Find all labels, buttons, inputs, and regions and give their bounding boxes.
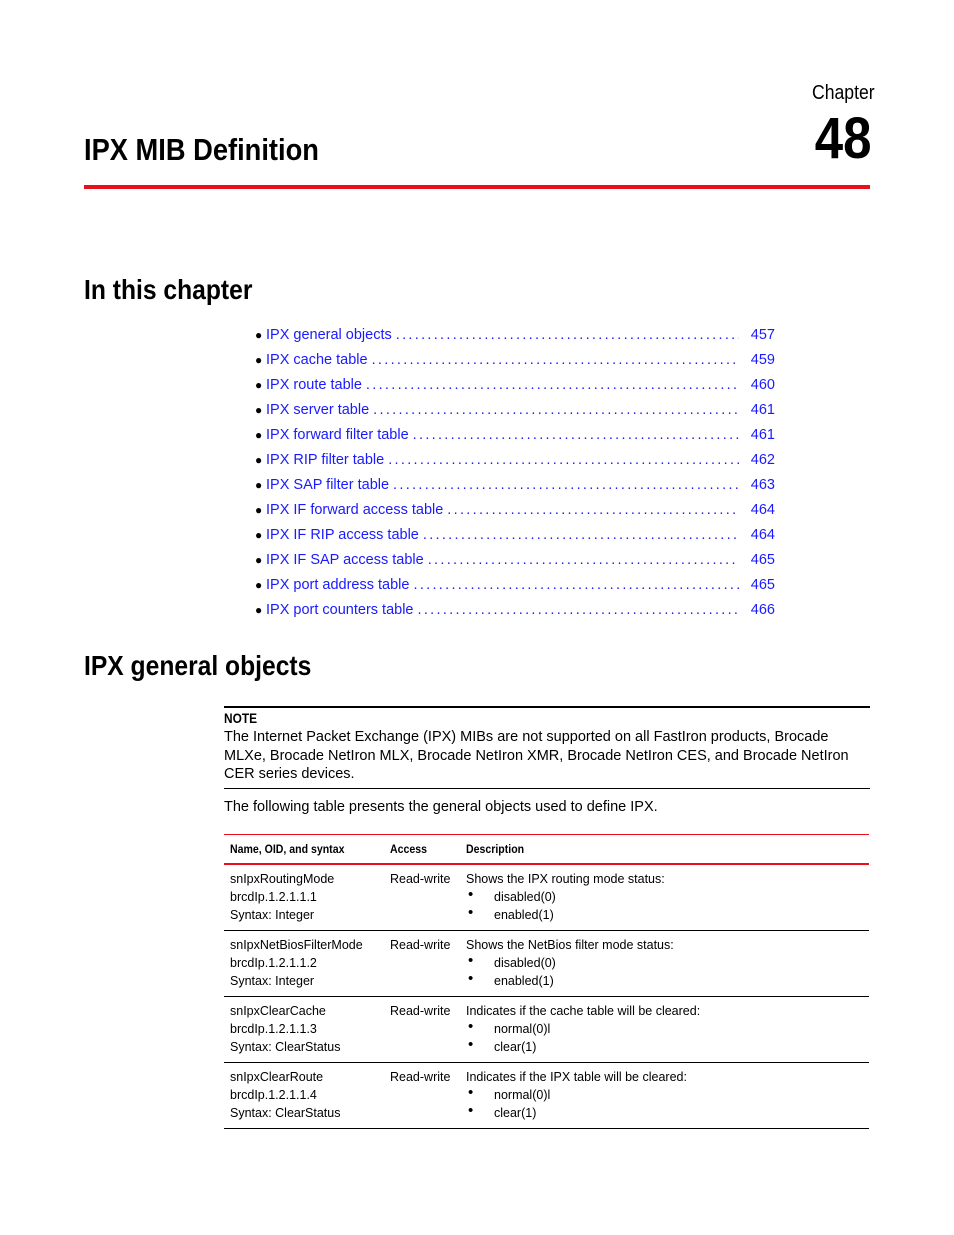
chapter-label: Chapter bbox=[812, 82, 875, 104]
object-name: snIpxClearCache bbox=[230, 1004, 326, 1018]
bullet-icon: ● bbox=[255, 502, 263, 517]
table-row bbox=[224, 1063, 869, 1129]
toc-link[interactable]: IPX port counters table bbox=[266, 601, 414, 618]
toc-page-number[interactable]: 465 bbox=[750, 551, 775, 568]
object-name: snIpxClearRoute bbox=[230, 1070, 324, 1084]
mib-objects-table bbox=[224, 834, 869, 1129]
toc-page-number[interactable]: 462 bbox=[750, 451, 775, 468]
header-description: Description bbox=[466, 842, 525, 856]
toc-leader bbox=[428, 552, 739, 568]
toc-item[interactable] bbox=[255, 522, 775, 547]
toc-item[interactable] bbox=[255, 372, 775, 397]
toc-link[interactable]: IPX route table bbox=[266, 376, 362, 393]
cell-access: Read-write bbox=[390, 872, 451, 886]
toc-leader bbox=[388, 452, 739, 468]
option-item: • disabled(0) bbox=[466, 954, 863, 972]
object-name: snIpxNetBiosFilterMode bbox=[230, 938, 363, 952]
toc-link[interactable]: IPX SAP filter table bbox=[266, 476, 390, 493]
toc-item[interactable] bbox=[255, 397, 775, 422]
object-oid: brcdIp.1.2.1.1.2 bbox=[230, 956, 317, 970]
header-access: Access bbox=[390, 842, 428, 856]
note-bottom-rule bbox=[224, 788, 870, 789]
toc-link[interactable]: IPX cache table bbox=[266, 351, 368, 368]
toc-leader bbox=[373, 402, 739, 418]
toc-item[interactable] bbox=[255, 472, 775, 497]
object-oid: brcdIp.1.2.1.1.3 bbox=[230, 1022, 317, 1036]
toc-heading: In this chapter bbox=[84, 274, 253, 305]
toc-page-number[interactable]: 465 bbox=[750, 576, 775, 593]
object-oid: brcdIp.1.2.1.1.4 bbox=[230, 1088, 317, 1102]
chapter-number: 48 bbox=[815, 106, 872, 171]
cell-name bbox=[224, 997, 384, 1063]
toc-item[interactable] bbox=[255, 447, 775, 472]
toc-item[interactable] bbox=[255, 547, 775, 572]
intro-text: The following table presents the general objects used to define IPX. bbox=[224, 799, 658, 815]
toc-list bbox=[255, 322, 775, 622]
toc-leader bbox=[413, 427, 739, 443]
toc-page-number[interactable]: 459 bbox=[750, 351, 775, 368]
toc-link[interactable]: IPX forward filter table bbox=[266, 426, 409, 443]
option-item: • clear(1) bbox=[466, 1104, 863, 1122]
toc-item[interactable] bbox=[255, 347, 775, 372]
bullet-icon: ● bbox=[255, 527, 263, 542]
option-list bbox=[466, 1020, 863, 1056]
option-item: • normal(0)l bbox=[466, 1020, 863, 1038]
bullet-icon: ● bbox=[255, 377, 263, 392]
object-syntax: Syntax: Integer bbox=[230, 908, 315, 922]
bullet-icon: ● bbox=[255, 477, 263, 492]
bullet-icon: ● bbox=[255, 327, 263, 342]
description-text: Shows the NetBios filter mode status: bbox=[466, 938, 674, 952]
toc-link[interactable]: IPX port address table bbox=[266, 576, 410, 593]
option-item: • enabled(1) bbox=[466, 906, 863, 924]
toc-link[interactable]: IPX IF forward access table bbox=[266, 501, 444, 518]
description-text: Shows the IPX routing mode status: bbox=[466, 872, 665, 886]
bullet-icon: ● bbox=[255, 452, 263, 467]
toc-item[interactable] bbox=[255, 572, 775, 597]
description-text: Indicates if the IPX table will be cleared: bbox=[466, 1070, 687, 1084]
cell-description bbox=[460, 997, 869, 1063]
note-label: NOTE bbox=[224, 711, 258, 726]
option-item: • clear(1) bbox=[466, 1038, 863, 1056]
bullet-icon: ● bbox=[255, 577, 263, 592]
toc-page-number[interactable]: 461 bbox=[750, 401, 775, 418]
toc-leader bbox=[393, 477, 739, 493]
bullet-icon: ● bbox=[255, 352, 263, 367]
option-item: • disabled(0) bbox=[466, 888, 863, 906]
object-syntax: Syntax: ClearStatus bbox=[230, 1040, 341, 1054]
cell-name bbox=[224, 931, 384, 997]
option-list bbox=[466, 1086, 863, 1122]
toc-page-number[interactable]: 463 bbox=[750, 476, 775, 493]
title-rule bbox=[84, 185, 870, 189]
toc-link[interactable]: IPX RIP filter table bbox=[266, 451, 385, 468]
cell-access: Read-write bbox=[390, 1070, 451, 1084]
toc-page-number[interactable]: 464 bbox=[750, 526, 775, 543]
cell-access: Read-write bbox=[390, 938, 451, 952]
option-item: • normal(0)l bbox=[466, 1086, 863, 1104]
cell-description bbox=[460, 1063, 869, 1129]
note-top-rule bbox=[224, 706, 870, 708]
cell-name bbox=[224, 864, 384, 931]
bullet-icon: ● bbox=[255, 427, 263, 442]
toc-item[interactable] bbox=[255, 322, 775, 347]
toc-page-number[interactable]: 464 bbox=[750, 501, 775, 518]
bullet-icon: ● bbox=[255, 552, 263, 567]
toc-page-number[interactable]: 457 bbox=[750, 326, 775, 343]
toc-page-number[interactable]: 460 bbox=[750, 376, 775, 393]
bullet-icon: ● bbox=[255, 602, 263, 617]
toc-item[interactable] bbox=[255, 497, 775, 522]
object-syntax: Syntax: ClearStatus bbox=[230, 1106, 341, 1120]
toc-link[interactable]: IPX server table bbox=[266, 401, 370, 418]
page-title: IPX MIB Definition bbox=[84, 132, 319, 167]
table-row bbox=[224, 931, 869, 997]
toc-page-number[interactable]: 466 bbox=[750, 601, 775, 618]
toc-leader bbox=[447, 502, 739, 518]
table-row bbox=[224, 864, 869, 931]
object-name: snIpxRoutingMode bbox=[230, 872, 335, 886]
description-text: Indicates if the cache table will be cleared: bbox=[466, 1004, 701, 1018]
header-name: Name, OID, and syntax bbox=[230, 842, 345, 856]
table-row bbox=[224, 997, 869, 1063]
toc-link[interactable]: IPX general objects bbox=[266, 326, 392, 343]
cell-access: Read-write bbox=[390, 1004, 451, 1018]
toc-leader bbox=[413, 577, 739, 593]
toc-leader bbox=[372, 352, 739, 368]
toc-item[interactable] bbox=[255, 422, 775, 447]
toc-page-number[interactable]: 461 bbox=[750, 426, 775, 443]
bullet-icon: ● bbox=[255, 402, 263, 417]
object-oid: brcdIp.1.2.1.1.1 bbox=[230, 890, 317, 904]
option-list bbox=[466, 888, 863, 924]
cell-description bbox=[460, 931, 869, 997]
toc-leader bbox=[418, 602, 740, 618]
toc-leader bbox=[396, 327, 739, 343]
toc-item[interactable] bbox=[255, 597, 775, 622]
section-heading: IPX general objects bbox=[84, 650, 312, 681]
toc-link[interactable]: IPX IF SAP access table bbox=[266, 551, 424, 568]
table-header-row bbox=[224, 835, 869, 865]
object-syntax: Syntax: Integer bbox=[230, 974, 315, 988]
toc-link[interactable]: IPX IF RIP access table bbox=[266, 526, 419, 543]
cell-description bbox=[460, 864, 869, 931]
cell-name bbox=[224, 1063, 384, 1129]
note-text: The Internet Packet Exchange (IPX) MIBs are not supported on all FastIron products, Brocade MLXe, Brocade NetIron MLX, Brocade NetIron XMR, Brocade NetIron CES, and Brocade NetIron CER series devices. bbox=[224, 729, 849, 782]
toc-leader bbox=[423, 527, 739, 543]
option-item: • enabled(1) bbox=[466, 972, 863, 990]
option-list bbox=[466, 954, 863, 990]
toc-leader bbox=[366, 377, 739, 393]
